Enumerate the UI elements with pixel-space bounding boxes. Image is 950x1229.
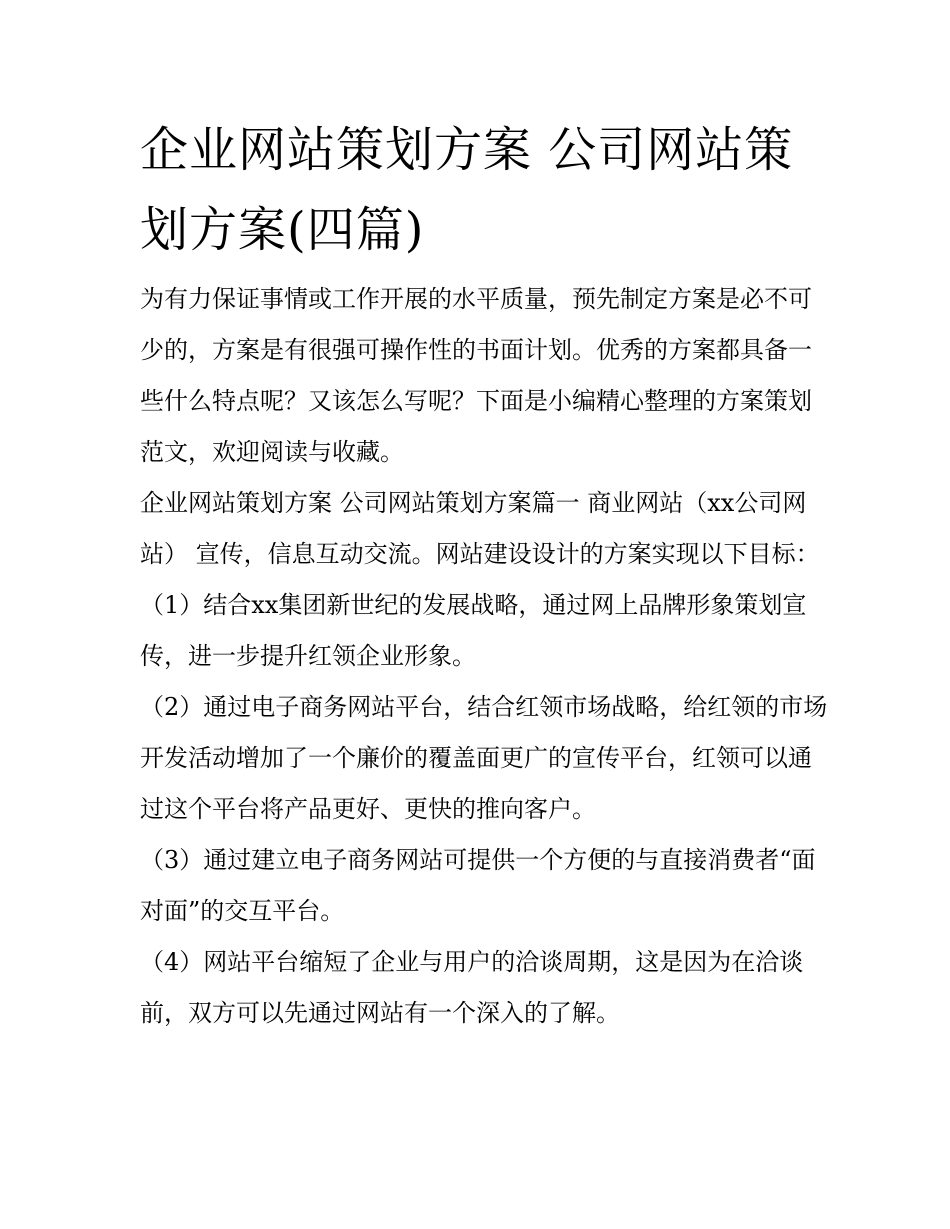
intro-paragraph: 为有力保证事情或工作开展的水平质量，预先制定方案是必不可少的，方案是有很强可操作性的书面计划。优秀的方案都具备一些什么特点呢？又该怎么写呢？下面是小编精心整理的方案策划范文，欢迎阅读与收藏。 [140, 285, 812, 466]
document-body [140, 274, 830, 1039]
goal-item-3: （3）通过建立电子商务网站可提供一个方便的与直接消费者“面对面”的交互平台。 [140, 846, 816, 925]
document-title: 企业网站策划方案 公司网站策划方案(四篇) [140, 122, 794, 258]
goal-item-2: （2）通过电子商务网站平台，结合红领市场战略，给红领的市场开发活动增加了一个廉价的覆盖面更广的宣传平台，红领可以通过这个平台将产品更好、更快的推向客户。 [140, 693, 828, 823]
section-one-paragraph: 企业网站策划方案 公司网站策划方案篇一 商业网站（xx公司网站） 宣传，信息互动交流。网站建设设计的方案实现以下目标： [140, 489, 820, 568]
goal-item-4: （4）网站平台缩短了企业与用户的洽谈周期，这是因为在洽谈前，双方可以先通过网站有一个深入的了解。 [140, 948, 804, 1027]
goal-item-1: （1）结合xx集团新世纪的发展战略，通过网上品牌形象策划宣传，进一步提升红领企业形象。 [140, 591, 807, 670]
